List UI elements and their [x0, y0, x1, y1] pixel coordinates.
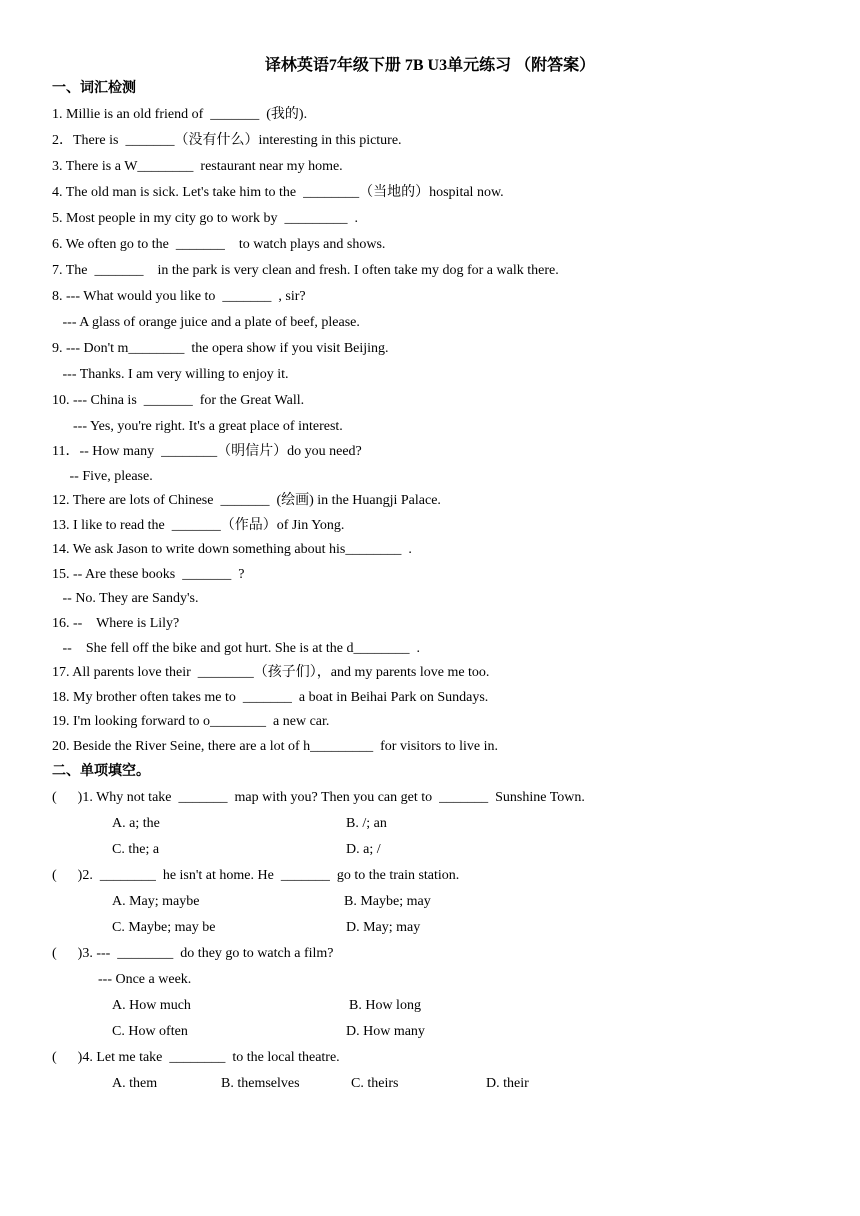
option: D. How many	[346, 1024, 425, 1039]
option: C. theirs	[351, 1076, 399, 1091]
vocab-item: 2．There is _______（没有什么）interesting in this picture.	[52, 133, 402, 148]
option: B. How long	[349, 998, 421, 1013]
vocab-item: 5. Most people in my city go to work by _________ .	[52, 211, 359, 226]
option: C. the; a	[112, 842, 160, 857]
vocab-item: 18. My brother often takes me to _______ a boat in Beihai Park on Sundays.	[52, 690, 489, 705]
vocab-item: 12. There are lots of Chinese _______ (绘画) in the Huangji Palace.	[52, 493, 441, 508]
option: D. their	[486, 1076, 529, 1091]
vocab-item: 10. --- China is _______ for the Great Wall.	[52, 393, 305, 408]
page-title: 译林英语7年级下册 7B U3单元练习 （附答案）	[264, 57, 596, 74]
vocab-item: 14. We ask Jason to write down something about his________ .	[52, 542, 412, 557]
vocab-item: -- She fell off the bike and got hurt. She is at the d________ .	[52, 641, 420, 656]
vocab-item: -- No. They are Sandy's.	[52, 591, 199, 606]
option: A. How much	[112, 998, 191, 1013]
vocab-item: -- Five, please.	[52, 469, 153, 484]
vocab-item: --- Thanks. I am very willing to enjoy it.	[52, 367, 289, 382]
section-heading-choice: 二、单项填空。	[52, 764, 150, 779]
vocab-item: 11．-- How many ________（明信片）do you need?	[52, 444, 362, 459]
vocab-item: --- Yes, you're right. It's a great place of interest.	[52, 419, 343, 434]
vocab-item: 8. --- What would you like to _______ , sir?	[52, 289, 306, 304]
option: A. a; the	[112, 816, 160, 831]
option: C. How often	[112, 1024, 188, 1039]
vocab-item: 1. Millie is an old friend of _______ (我的).	[52, 107, 308, 122]
vocab-item: 17. All parents love their ________（孩子们），and my parents love me too.	[52, 665, 490, 680]
vocab-item: 4. The old man is sick. Let's take him to the ________（当地的）hospital now.	[52, 185, 504, 200]
option: B. /; an	[346, 816, 387, 831]
vocab-item: 15. -- Are these books _______ ?	[52, 567, 245, 582]
question-stem: ( )2. ________ he isn't at home. He _______ go to the train station.	[52, 868, 460, 883]
vocab-item: 16. -- Where is Lily?	[52, 616, 180, 631]
question-answer-line: --- Once a week.	[98, 972, 192, 987]
question-stem: ( )1. Why not take _______ map with you? Then you can get to _______ Sunshine Town.	[52, 790, 585, 805]
question-stem: ( )3. --- ________ do they go to watch a film?	[52, 946, 334, 961]
option: B. Maybe; may	[344, 894, 431, 909]
option: D. a; /	[346, 842, 381, 857]
vocab-item: 9. --- Don't m________ the opera show if you visit Beijing.	[52, 341, 389, 356]
section-heading-vocab: 一、词汇检测	[52, 81, 136, 96]
option: A. them	[112, 1076, 158, 1091]
vocab-item: 6. We often go to the _______ to watch plays and shows.	[52, 237, 386, 252]
option: D. May; may	[346, 920, 421, 935]
vocab-item: --- A glass of orange juice and a plate of beef, please.	[52, 315, 360, 330]
question-stem: ( )4. Let me take ________ to the local theatre.	[52, 1050, 340, 1065]
vocab-item: 20. Beside the River Seine, there are a lot of h_________ for visitors to live in.	[52, 739, 498, 754]
option: C. Maybe; may be	[112, 920, 216, 935]
vocab-item: 19. I'm looking forward to o________ a new car.	[52, 714, 330, 729]
vocab-item: 7. The _______ in the park is very clean and fresh. I often take my dog for a walk there.	[52, 263, 559, 278]
vocab-item: 3. There is a W________ restaurant near my home.	[52, 159, 343, 174]
vocab-item: 13. I like to read the _______（作品）of Jin Yong.	[52, 518, 345, 533]
option: A. May; maybe	[112, 894, 200, 909]
option: B. themselves	[221, 1076, 300, 1091]
